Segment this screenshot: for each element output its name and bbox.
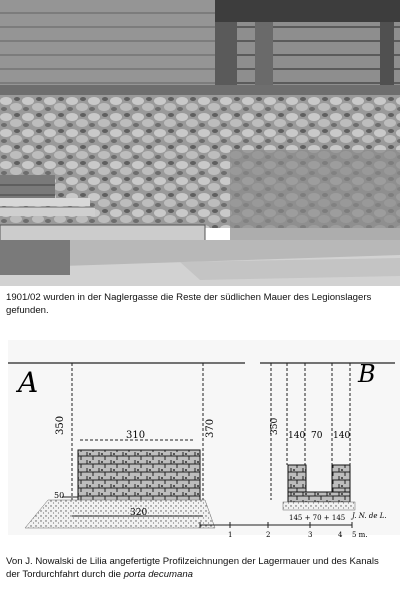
panel-b-label: B <box>358 360 376 388</box>
dim-a-width-top: 310 <box>126 430 146 441</box>
excavation-photo <box>0 0 400 286</box>
dim-a-base: 320 <box>130 508 148 518</box>
scale-label-1: 1 <box>228 531 233 539</box>
scale-label-5: 5 m. <box>352 531 368 539</box>
photo-caption: 1901/02 wurden in der Naglergasse die Reste der südlichen Mauer des Legionslagers gefunden. <box>6 292 372 316</box>
dim-b-1: 140 <box>288 431 306 441</box>
dim-b-2: 70 <box>311 431 323 441</box>
drawing-caption-emphasis: porta decumana <box>123 568 194 580</box>
dim-b-3: 140 <box>333 431 351 441</box>
dim-a-offset: 50 <box>54 491 65 500</box>
panel-a-label: A <box>18 366 39 399</box>
dim-a-height-left: 350 <box>55 415 66 435</box>
scale-label-4: 4 <box>338 531 343 539</box>
scale-label-2: 2 <box>266 531 271 539</box>
wall-block <box>78 450 200 508</box>
dim-b-base: 145 + 70 + 145 <box>289 514 346 522</box>
drawing-caption <box>6 556 394 581</box>
profile-drawing <box>0 340 400 550</box>
dim-b-height-left: 350 <box>270 417 280 435</box>
drawing-signature: J. N. de L. <box>352 512 387 520</box>
drawing-caption-main: Von J. Nowalski de Lilia angefertigte Profilzeichnungen der Lagermauer und des Kanals der Tordurchfahrt durch die <box>6 556 379 580</box>
scale-label-3: 3 <box>308 531 313 539</box>
dim-a-height-right: 370 <box>205 418 216 438</box>
